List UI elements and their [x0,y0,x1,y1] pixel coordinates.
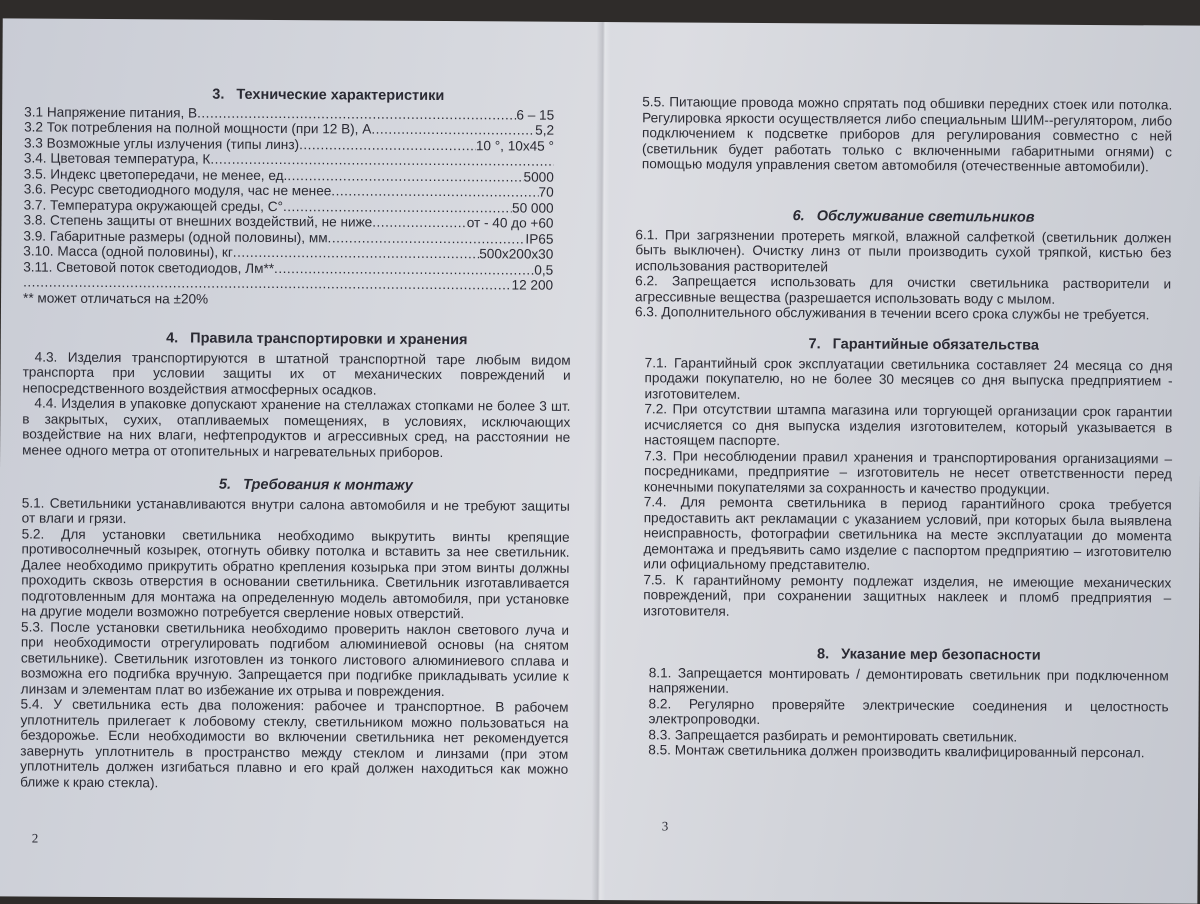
spec-label: 3.10. Масса (одной половины), кг [23,243,233,260]
leader-dots [283,199,512,216]
spec-label: 3.8. Степень защиты от внешних воздействий, не ниже [23,212,373,230]
paragraph: 5.1. Светильники устанавливаются внутри салона автомобиля и не требуют защиты от влаги и грязи. [21,494,570,527]
paragraph: 4.3. Изделия транспортируются в штатной транспортной таре любым видом транспорта при условии защиты их от механических повреждений и непосредственного воздействия атмосферных осадков. [22,349,571,398]
spec-value: 5,2 [535,122,555,138]
paragraph: 5.5. Питающие провода можно спрятать под обшивки передних стоек или потолка. Регулировка яркости осуществляется либо специальным ШИМ--регулятором, либо подключением к подсветке приборов для регулирования совместно с ней (светильник будет работать только с включенными габаритными огнями) с помощью модуля управления светом автомобиля (отечественные автомобили). [641,94,1173,175]
spec-value: от - 40 до +60 [466,215,554,231]
page-number: 2 [31,830,39,846]
section-number: 5. [218,476,232,493]
paragraph: 8.2. Регулярно проверяйте электрические соединения и целостность электропроводки. [648,695,1169,727]
spec-label: 3.3 Возможные углы излучения (типы линз) [23,134,300,152]
leader-dots [274,261,534,278]
section-title: Технические характеристики [236,86,445,105]
paragraph: 6.1. При загрязнении протереть мягкой, влажной салфеткой (светильник должен быть выключен). Очистку линз от пыли производить сухой тряпкой, кистью без использования растворителей [635,226,1172,274]
spec-label: 3.5. Индекс цветопередачи, не менее, ед. [23,165,288,183]
spec-label: 3.7. Температура окружающей среды, С° [23,196,284,214]
spec-value: 500x200x30 [479,246,554,262]
section-number: 3. [212,86,225,103]
leader-dots [233,245,480,262]
section-number: 7. [808,336,821,353]
spec-value: 10 °, 10x45 ° [475,137,555,154]
spec-label: 3.1 Напряжение питания, В [24,103,198,121]
paragraph: 6.3. Дополнительного обслуживания в течении всего срока службы не требуется. [634,304,1150,323]
right-page [634,22,1173,761]
spec-value: 50 000 [511,199,554,216]
paragraph: 7.3. При несоблюдении правил хранения и транспортирования организациями – посредниками, предприятие – изготовитель не несет ответственности перед конечными покупателями за сохранность и качество продукции. [643,447,1173,497]
spec-value: 6 – 15 [516,106,555,123]
spec-value: 70 [538,184,554,200]
section-title: Указание мер безопасности [841,646,1041,664]
spec-label: 3.6. Ресурс светодиодного модуля, час не менее [23,181,332,199]
leader-dots [299,137,476,154]
spec-label: 3.2 Ток потребления на полной мощности (при 12 В), А [24,119,372,137]
spec-value: IP65 [525,231,554,247]
leader-dots [372,215,467,231]
section-4-heading [23,330,571,349]
paragraph: 7.1. Гарантийный срок эксплуатации светильника составляет 24 месяца со дня продажи покупателю, но не более 30 месяцев со дня выпуска предприятием - изготовителем. [644,354,1173,402]
paragraph: 4.4. Изделия в упаковке допускают хранение на стеллажах стопками не более 3 шт. в закрытых, сухих, отапливаемых помещениях, в условиях, исключающих воздействие на них влаги, нефтепродуктов и агрессивных сред, на расстоянии не менее одного метра от отопительных и нагревательных приборов. [22,395,571,460]
leader-dots [287,168,523,185]
leader-dots [328,230,526,247]
section-5-heading [22,476,570,495]
spec-label: 3.11. Световой поток светодиодов, Лм** [23,258,275,276]
section-8-heading [649,646,1169,665]
leader-dots [371,122,535,139]
paragraph: 7.2. При отсутствии штампа магазина или торгующей организации срок гарантии исчисляется со дня выпуска изделия изготовителем, который указывается в настоящем паспорте. [644,401,1173,449]
section-title: Гарантийные обязательства [832,336,1040,354]
spec-label: 3.9. Габаритные размеры (одной половины), мм [23,227,328,245]
paragraph: 8.3. Запрещается разбирать и ремонтировать светильник. [648,726,1018,745]
section-number: 6. [792,208,805,225]
section-title: Требования к монтажу [242,476,413,494]
section-title: Обслуживание светильников [816,208,1035,226]
section-3-heading [24,86,572,105]
page-number: 3 [661,818,669,834]
paragraph: 8.1. Запрещается монтировать / демонтировать светильник при подключенном напряжении. [648,664,1169,696]
page-fold [591,22,610,900]
document-sheet [0,18,1200,903]
paragraph: 7.5. К гарантийному ремонту подлежат изделия, не имеющие механических повреждений, при сохранении защитных наклеек и пломб предприятия – изготовителя. [643,571,1172,619]
paragraph: 7.4. Для ремонта светильника в период гарантийного срока требуется предоставить акт рекламации с указанием условий, при которых была выявлена неисправность, фотографии светильника на месте эксплуатации до момента демонтажа и предъявить само изделие с паспортом предприятию – изготовителю или официальному представителю. [643,494,1172,573]
section-7-heading [645,336,1173,355]
paragraph: 6.2. Запрещается использовать для очистки светильника растворители и агрессивные вещества (разрешается использовать воду с мылом. [635,273,1172,307]
left-page [20,18,573,790]
paragraph: 8.5. Монтаж светильника должен производить квалифицированный персонал. [648,742,1145,761]
spec-note: ** может отличаться на ±20% [23,289,209,307]
spec-value: 12 200 [511,277,554,293]
section-number: 8. [816,646,830,663]
paragraph: 5.4. У светильника есть два положения: рабочее и транспортное. В рабочем уплотнитель прилегает к лобовому стеклу, светильником можно пользоваться на бездорожье. Если необходимости во включении светильника нет рекомендуется завернуть уплотнитель в пространство между стеклом и линзами (при этом уплотнитель должен изгибаться плавно и его край должен находиться как можно ближе к краю стекла). [20,696,569,790]
section-6-heading [636,208,1172,227]
paragraph: 5.3. После установки светильника необходимо проверить наклон светового луча и при необходимости отрегулировать подгибом алюминиевой основы (на снятом светильнике). Светильник изготовлен из тонкого листового алюминиевого сплава и возможна его подгибка вручную. Запрещается при подгибке прикладывать усилие к линзам и элементам плат во избежание их отрыва и повреждения. [20,618,570,699]
spec-value: 5000 [523,169,554,185]
section-number: 4. [166,330,179,347]
section-title: Правила транспортировки и хранения [190,330,468,349]
spec-value: 0,5 [534,262,554,278]
paragraph: 5.2. Для установки светильника необходимо выкрутить винты крепящие противосолнечный козырек, отогнуть обивку потолка и вставить за нее светильник. Далее необходимо прикрутить обратно крепления козырька при этом винты должны проходить сквозь отверстия в основании светильника. Светильник изготавливается подготовленным для монтажа на определенную модель автомобиля, при установке на другие модели возможно потребуется сверление новых отверстий. [21,525,570,622]
spec-label: 3.4. Цветовая температура, К [23,150,211,167]
leader-dots [331,183,538,200]
spec-list [23,104,554,293]
